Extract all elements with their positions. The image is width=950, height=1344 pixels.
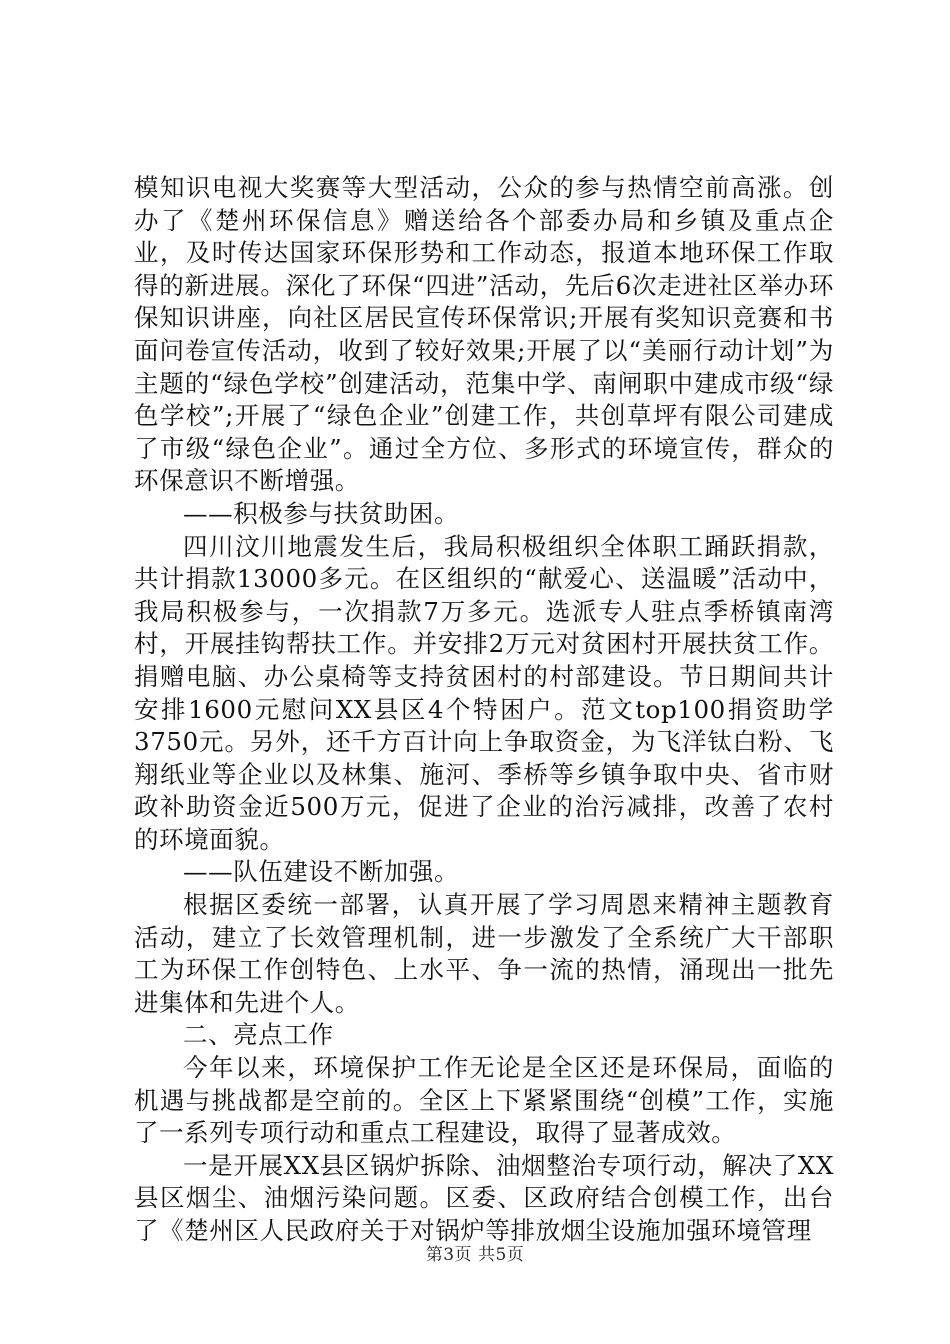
paragraph-boiler-removal: 一是开展XX县区锅炉拆除、油烟整治专项行动，解决了XX县区烟尘、油烟污染问题。区委、区政府结合创模工作，出台了《楚州区人民政府关于对锅炉等排放烟尘设施加强环境管理 — [134, 1150, 834, 1245]
document-body — [134, 172, 834, 1248]
page-footer: 第3页 共5页 — [425, 1245, 525, 1265]
section-heading-highlights: 二、亮点工作 — [183, 1020, 334, 1050]
paragraph-poverty-relief: 四川汶川地震发生后，我局积极组织全体职工踊跃捐款，共计捐款13000多元。在区组织的“献爱心、送温暖”活动中，我局积极参与，一次捐款7万多元。选派专人驻点季桥镇南湾村，开展挂钩帮扶工作。并安排2万元对贫困村开展扶贫工作。捐赠电脑、办公桌椅等支持贫困村的村部建设。节日期间共计安排1600元慰问XX县区4个特困户。范文top100捐资助学3750元。另外，还千方百计向上争取资金，为飞洋钛白粉、飞翔纸业等企业以及林集、施河、季桥等乡镇争取中央、省市财政补助资金近500万元，促进了企业的治污减排，改善了农村的环境面貌。 — [134, 531, 834, 854]
heading-poverty-relief: ——积极参与扶贫助困。 — [183, 498, 460, 528]
paragraph-environmental-publicity: 模知识电视大奖赛等大型活动，公众的参与热情空前高涨。创办了《楚州环保信息》赠送给各个部委办局和乡镇及重点企业，及时传达国家环保形势和工作动态，报道本地环保工作取得的新进展。深化了环保“四进”活动，先后6次走进社区举办环保知识讲座，向社区居民宣传环保常识;开展有奖知识竞赛和书面问卷宣传活动，收到了较好效果;开展了以“美丽行动计划”为主题的“绿色学校”创建活动，范集中学、南闸职中建成市级“绿色学校”;开展了“绿色企业”创建工作，共创草坪有限公司建成了市级“绿色企业”。通过全方位、多形式的环境宣传，群众的环保意识不断增强。 — [134, 173, 834, 496]
paragraph-highlights-intro: 今年以来，环境保护工作无论是全区还是环保局，面临的机遇与挑战都是空前的。全区上下紧紧围绕“创模”工作，实施了一系列专项行动和重点工程建设，取得了显著成效。 — [134, 1053, 834, 1148]
heading-team-building: ——队伍建设不断加强。 — [183, 857, 460, 887]
paragraph-team-building: 根据区委统一部署，认真开展了学习周恩来精神主题教育活动，建立了长效管理机制，进一步激发了全系统广大干部职工为环保工作创特色、上水平、争一流的热情，涌现出一批先进集体和先进个人。 — [134, 890, 834, 1017]
